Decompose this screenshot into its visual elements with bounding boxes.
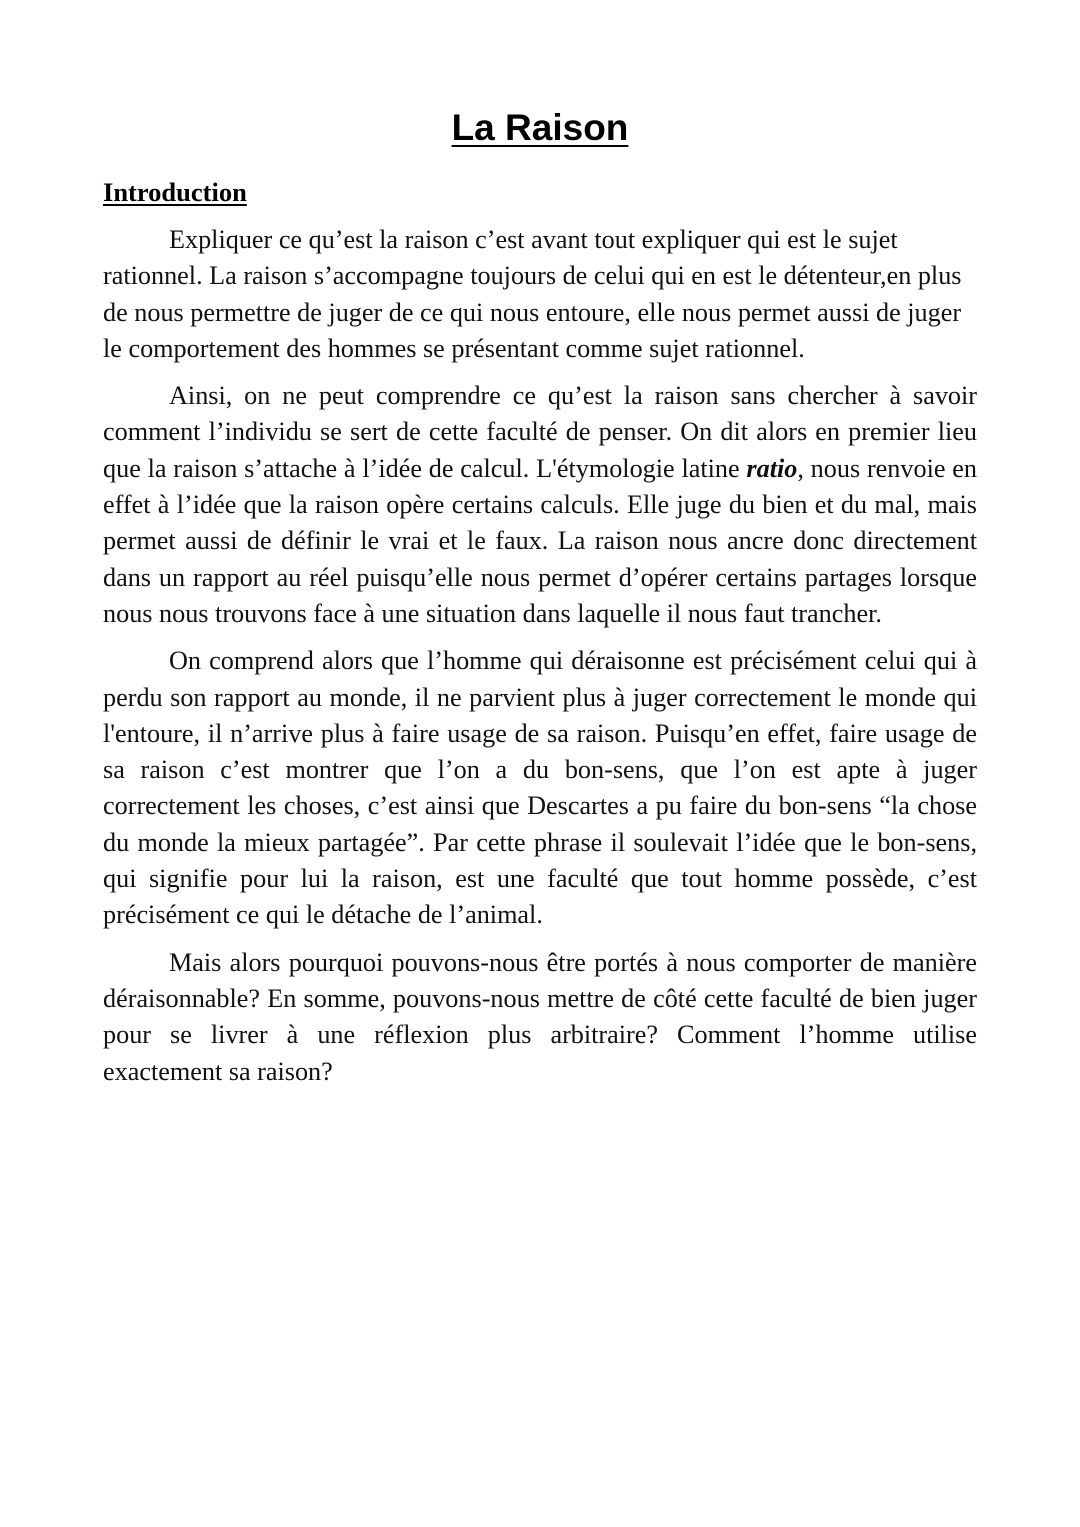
paragraph-2-part-2: , nous renvoie en effet à l’idée que la raison opère certains calculs. Elle juge du bien et du mal, mais permet aussi de définir le vrai et le faux. La raison nous ancre donc directement dans un rapport au réel puisqu’elle nous permet d’opérer certains partages lorsque nous nous trouvons face à une situation dans laquelle il nous faut trancher.: [103, 453, 977, 628]
section-heading-introduction: [103, 174, 247, 210]
paragraph-2-part-1: Ainsi, on ne peut comprendre ce qu’est la raison sans chercher à savoir comment l’individu se sert de cette faculté de penser. On dit alors en premier lieu que la raison s’attache à l’idée de calcul. L'étymologie latine: [103, 381, 977, 483]
paragraph-3: On comprend alors que l’homme qui déraisonne est précisément celui qui à perdu son rapport au monde, il ne parvient plus à juger correctement le monde qui l'entoure, il n’arrive plus à faire usage de sa raison. Puisqu’en effet, faire usage de sa raison c’est montrer que l’on a du bon-sens, que l’on est apte à juger correctement les choses, c’est ainsi que Descartes a pu faire du bon-sens “la chose du monde la mieux partagée”. Par cette phrase il soulevait l’idée que le bon-sens, qui signifie pour lui la raison, est une faculté que tout homme possède, c’est précisément ce qui le détache de l’animal.: [103, 646, 977, 930]
paragraph-4: Mais alors pourquoi pouvons-nous être portés à nous comporter de manière déraisonnable? En somme, pouvons-nous mettre de côté cette faculté de bien juger pour se livrer à une réflexion plus arbitraire? Comment l’homme utilise exactement sa raison?: [103, 947, 977, 1086]
paragraph-1: Expliquer ce qu’est la raison c’est avant tout expliquer qui est le sujet rationnel. La raison s’accompagne toujours de celui qui en est le détenteur,en plus de nous permettre de juger de ce qui nous entoure, elle nous permet aussi de juger le comportement des hommes se présentant comme sujet rationnel.: [103, 225, 962, 363]
paragraph-2: [103, 378, 977, 632]
document-title: [103, 104, 977, 152]
emphasis-ratio: ratio: [746, 453, 798, 483]
section-heading-text: Introduction: [103, 177, 247, 207]
document-body: [103, 222, 977, 1101]
document-title-text: La Raison: [451, 107, 629, 148]
